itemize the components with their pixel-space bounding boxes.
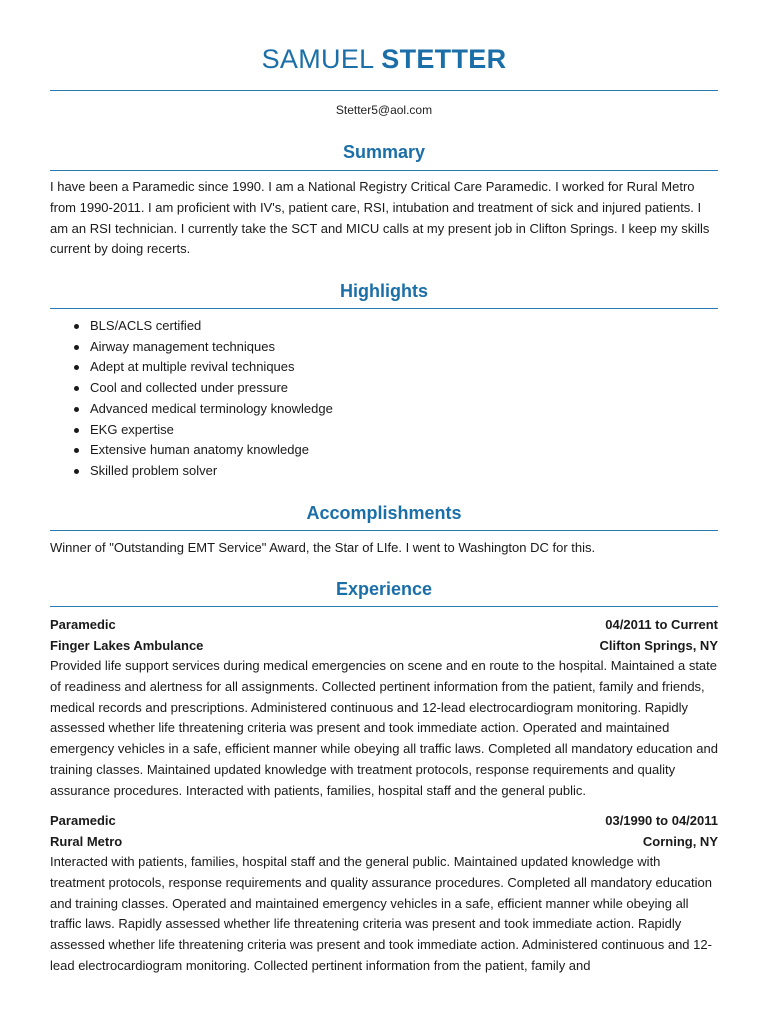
experience-divider xyxy=(50,606,718,607)
job-dates: 03/1990 to 04/2011 xyxy=(605,813,718,828)
highlights-list xyxy=(50,316,718,482)
job-company: Rural Metro xyxy=(50,833,123,849)
job-company-row xyxy=(50,832,718,853)
bullet-icon xyxy=(74,386,79,391)
job-description: Provided life support services during medical emergencies on scene and en route to the hospital. Maintained a state of readiness and alertness for all assignments. Collected pertinent information from the patient, family and friends, medical records and prescriptions. Administered continuous and 12-lead electrocardiogram monitoring. Rapidly assessed whether life threatening criteria was present and took immediate action. Operated and maintained emergency vehicles in a safe, efficient manner while obeying all traffic laws. Completed all mandatory education and training classes. Maintained updated knowledge with treatment protocols, response requirements and quality assurance procedures. Interacted with patients, families, hospital staff and the general public. xyxy=(50,658,718,798)
bullet-icon xyxy=(74,469,79,474)
accomplishments-heading: Accomplishments xyxy=(306,503,462,523)
highlight-item: Advanced medical terminology knowledge xyxy=(50,399,718,420)
job-location: Clifton Springs, NY xyxy=(599,637,718,653)
bullet-icon xyxy=(74,428,79,433)
highlight-item: EKG expertise xyxy=(50,420,718,441)
header-divider xyxy=(50,90,718,91)
bullet-icon xyxy=(74,448,79,453)
job-title-row xyxy=(50,615,718,636)
job-company: Finger Lakes Ambulance xyxy=(50,637,204,653)
job-title-row xyxy=(50,811,718,832)
highlight-item: Airway management techniques xyxy=(50,337,718,358)
summary-text: I have been a Paramedic since 1990. I am a National Registry Critical Care Paramedic. I worked for Rural Metro from 1990-2011. I am proficient with IV's, patient care, RSI, intubation and treatment of sick and injured patients. I am an RSI technician. I currently take the SCT and MICU calls at my present job in Clifton Springs. I keep my skills current by doing recerts. xyxy=(50,179,710,257)
job-entry xyxy=(50,811,718,977)
summary-divider xyxy=(50,170,718,171)
highlights-divider xyxy=(50,308,718,309)
bullet-icon xyxy=(74,407,79,412)
highlights-heading: Highlights xyxy=(340,281,428,301)
job-title: Paramedic xyxy=(50,617,116,632)
accomplishments-divider xyxy=(50,530,718,531)
job-title: Paramedic xyxy=(50,813,116,828)
last-name: STETTER xyxy=(381,44,507,74)
job-company-row xyxy=(50,636,718,657)
highlight-item: Extensive human anatomy knowledge xyxy=(50,440,718,461)
candidate-name xyxy=(0,44,768,75)
experience-heading: Experience xyxy=(335,579,433,599)
bullet-icon xyxy=(74,324,79,329)
first-name: SAMUEL xyxy=(261,44,374,74)
bullet-icon xyxy=(74,345,79,350)
accomplishments-text: Winner of "Outstanding EMT Service" Award, the Star of LIfe. I went to Washington DC for this. xyxy=(50,540,596,555)
summary-heading: Summary xyxy=(342,142,426,162)
job-description: Interacted with patients, families, hospital staff and the general public. Maintained updated knowledge with treatment protocols, response requirements and quality assurance procedures. Completed all mandatory education and training classes. Operated and maintained emergency vehicles in a safe, efficient manner while obeying all traffic laws. Rapidly assessed whether life threatening criteria was present and took immediate action. Rapidly assessed whether life threatening criteria was present and took immediate action. Administered continuous and 12-lead electrocardiogram monitoring. Collected pertinent information from the patient, family and xyxy=(50,854,712,973)
highlight-item: Cool and collected under pressure xyxy=(50,378,718,399)
highlight-item: BLS/ACLS certified xyxy=(50,316,718,337)
job-dates: 04/2011 to Current xyxy=(605,617,718,632)
job-entry xyxy=(50,615,718,802)
highlight-item: Adept at multiple revival techniques xyxy=(50,357,718,378)
bullet-icon xyxy=(74,365,79,370)
contact-email: Stetter5@aol.com xyxy=(335,103,433,117)
highlight-item: Skilled problem solver xyxy=(50,461,718,482)
job-location: Corning, NY xyxy=(642,833,718,849)
